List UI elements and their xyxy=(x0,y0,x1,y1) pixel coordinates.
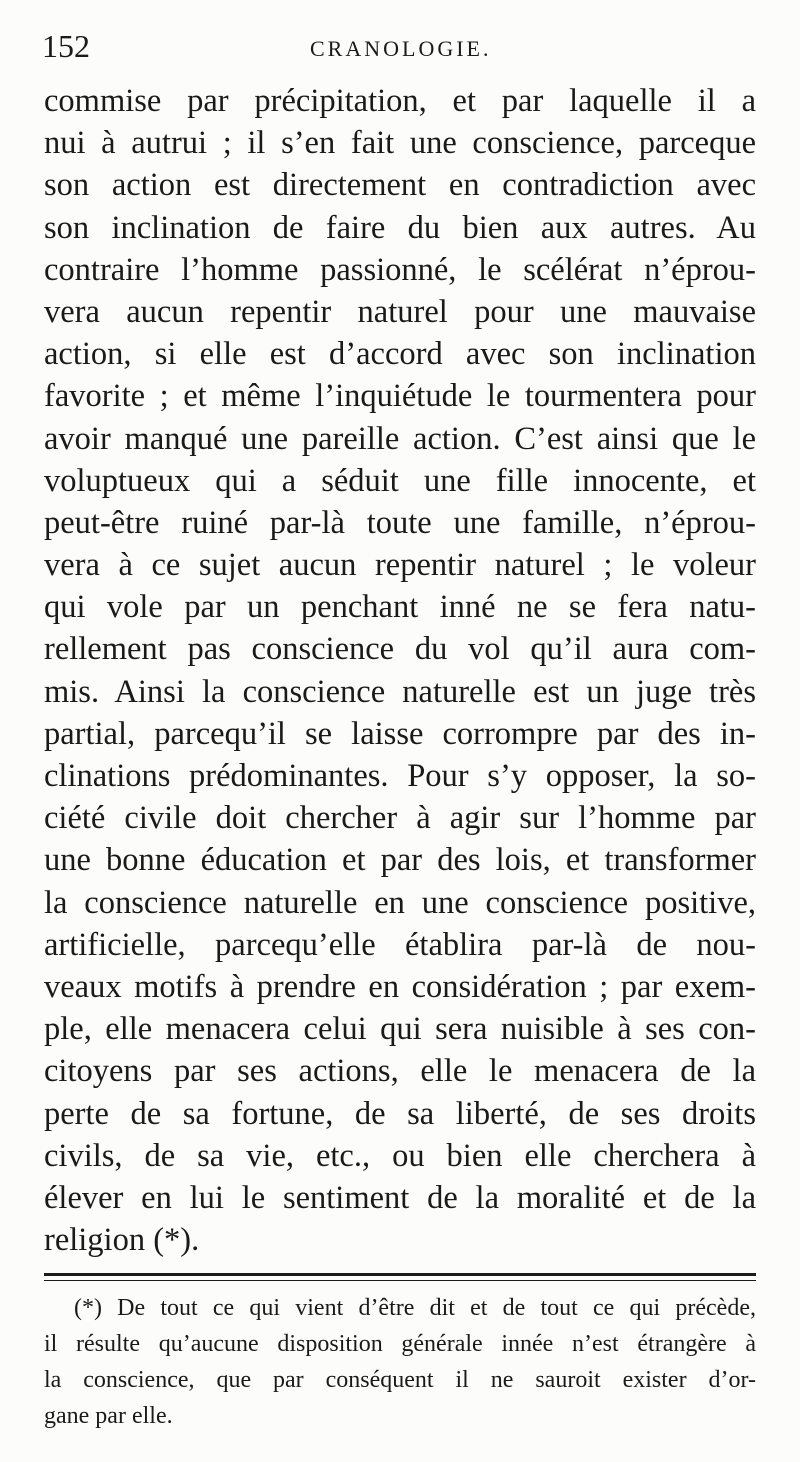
text-line: partial, parcequ’il se laisse corrompre par des in- xyxy=(44,715,756,752)
text-line: élever en lui le sentiment de la moralité et de la xyxy=(44,1179,756,1216)
text-line: avoir manqué une pareille action. C’est ainsi que le xyxy=(44,420,756,457)
text-line: peut-être ruiné par-là toute une famille, n’éprou- xyxy=(44,504,756,541)
text-line: contraire l’homme passionné, le scélérat n’éprou- xyxy=(44,251,756,288)
footnote-line: la conscience, que par conséquent il ne sauroit exister d’or- xyxy=(44,1367,756,1393)
text-line: action, si elle est d’accord avec son inclination xyxy=(44,336,756,373)
footnote-line: gane par elle. xyxy=(44,1403,173,1429)
text-line: civils, de sa vie, etc., ou bien elle cherchera à xyxy=(44,1137,756,1174)
text-line: qui vole par un penchant inné ne se fera natu- xyxy=(44,589,756,626)
text-line: commise par précipitation, et par laquelle il a xyxy=(44,83,756,119)
footnote-rule-thin xyxy=(44,1280,756,1281)
text-line: nui à autrui ; il s’en fait une conscience, parceque xyxy=(44,125,756,162)
text-line: citoyens par ses actions, elle le menacera de la xyxy=(44,1053,756,1090)
text-line: ple, elle menacera celui qui sera nuisible à ses con- xyxy=(44,1011,756,1048)
footnote-rule xyxy=(44,1273,756,1276)
text-line: perte de sa fortune, de sa liberté, de ses droits xyxy=(44,1095,756,1132)
page-header xyxy=(42,28,758,68)
text-line: religion (*). xyxy=(44,1222,200,1259)
text-line: une bonne éducation et par des lois, et transformer xyxy=(44,842,756,879)
text-line: vera aucun repentir naturel pour une mauvaise xyxy=(44,293,756,330)
text-line: vera à ce sujet aucun repentir naturel ; le voleur xyxy=(44,547,756,584)
text-line: rellement pas conscience du vol qu’il aura com- xyxy=(44,631,756,668)
text-line: son inclination de faire du bien aux autres. Au xyxy=(44,209,756,246)
footnote-line: (*) De tout ce qui vient d’être dit et de tout ce qui précède, xyxy=(74,1295,756,1321)
footnote-line: il résulte qu’aucune disposition générale innée n’est étrangère à xyxy=(44,1331,756,1357)
text-line: favorite ; et même l’inquiétude le tourmentera pour xyxy=(44,378,756,415)
page-number: 152 xyxy=(42,28,90,64)
text-line: ciété civile doit chercher à agir sur l’homme par xyxy=(44,800,756,837)
footnote xyxy=(44,1290,756,1434)
text-line: voluptueux qui a séduit une fille innocente, et xyxy=(44,462,756,499)
text-line: son action est directement en contradiction avec xyxy=(44,167,756,204)
text-line: la conscience naturelle en une conscience positive, xyxy=(44,884,756,921)
text-line: veaux motifs à prendre en considération ; par exem- xyxy=(44,968,756,1005)
main-paragraph xyxy=(44,80,756,1261)
text-line: mis. Ainsi la conscience naturelle est un juge très xyxy=(44,673,756,710)
running-title: CRANOLOGIE. xyxy=(310,36,492,61)
text-line: artificielle, parcequ’elle établira par-là de nou- xyxy=(44,926,756,963)
text-line: clinations prédominantes. Pour s’y opposer, la so- xyxy=(44,758,756,794)
